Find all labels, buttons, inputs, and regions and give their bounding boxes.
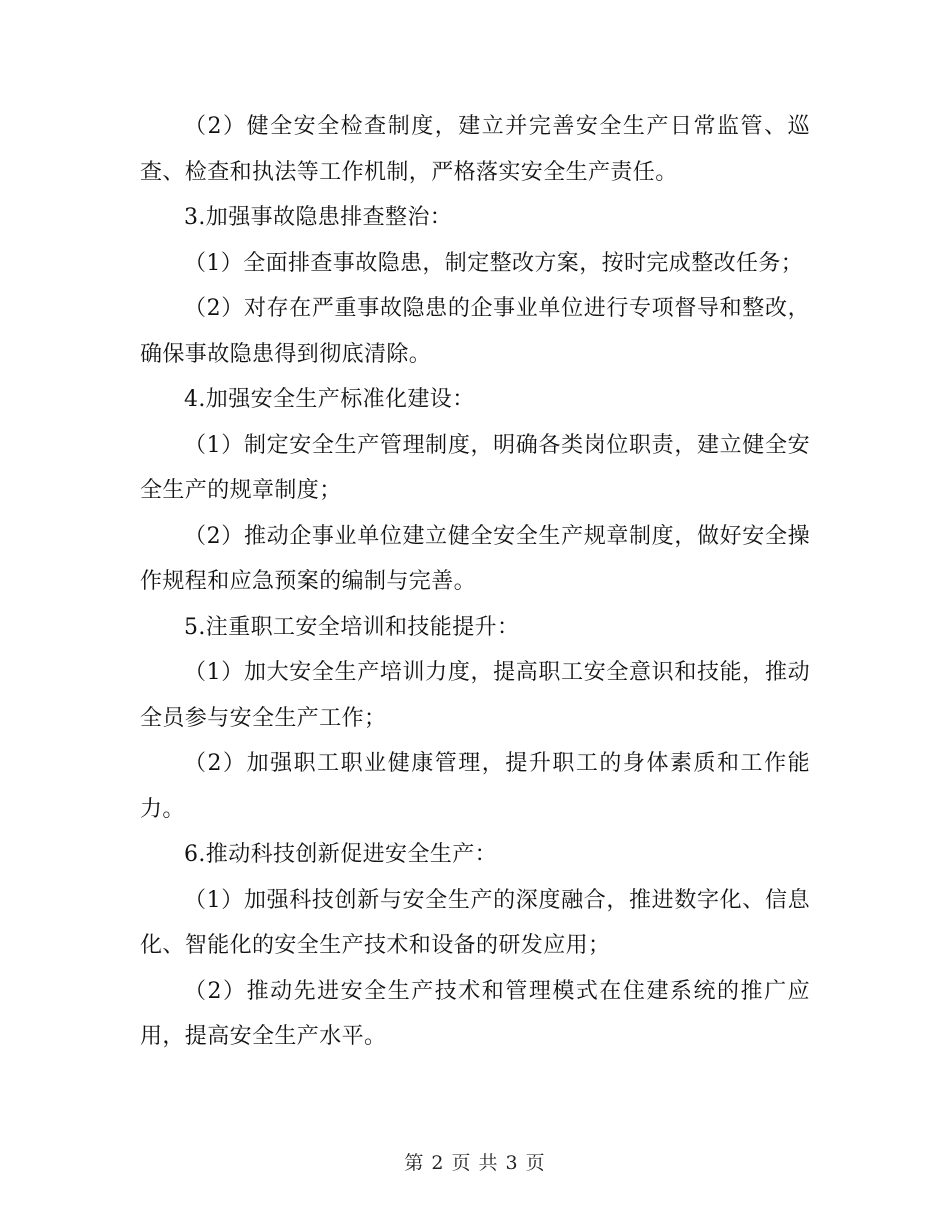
section-heading: 5.注重职工安全培训和技能提升： <box>184 614 520 640</box>
document-body <box>140 104 810 1060</box>
paragraph-item: （1）加强科技创新与安全生产的深度融合，推进数字化、信息化、智能化的安全生产技术和设备的研发应用； <box>140 887 810 958</box>
paragraph-item: （2）加强职工职业健康管理，提升职工的身体素质和工作能力。 <box>140 751 810 822</box>
section-heading: 6.推动科技创新促进安全生产： <box>184 842 497 867</box>
paragraph-item: （2）健全安全检查制度，建立并完善安全生产日常监管、巡查、检查和执法等工作机制，严格落实安全生产责任。 <box>140 114 810 185</box>
paragraph-item: （2）推动企事业单位建立健全安全生产规章制度，做好安全操作规程和应急预案的编制与完善。 <box>140 523 810 594</box>
paragraph-item: （2）推动先进安全生产技术和管理模式在住建系统的推广应用，提高安全生产水平。 <box>140 978 810 1049</box>
section-heading: 3.加强事故隐患排查整治： <box>184 205 453 230</box>
section-heading: 4.加强安全生产标准化建设： <box>184 387 475 412</box>
paragraph-item: （1）制定安全生产管理制度，明确各类岗位职责，建立健全安全生产的规章制度； <box>140 432 810 503</box>
paragraph-item: （1）加大安全生产培训力度，提高职工安全意识和技能，推动全员参与安全生产工作； <box>140 660 810 731</box>
page-number-footer: 第 2 页 共 3 页 <box>404 1152 546 1174</box>
paragraph-item: （2）对存在严重事故隐患的企事业单位进行专项督导和整改，确保事故隐患得到彻底清除。 <box>140 296 810 367</box>
paragraph-item: （1）全面排查事故隐患，制定整改方案，按时完成整改任务； <box>184 250 804 276</box>
